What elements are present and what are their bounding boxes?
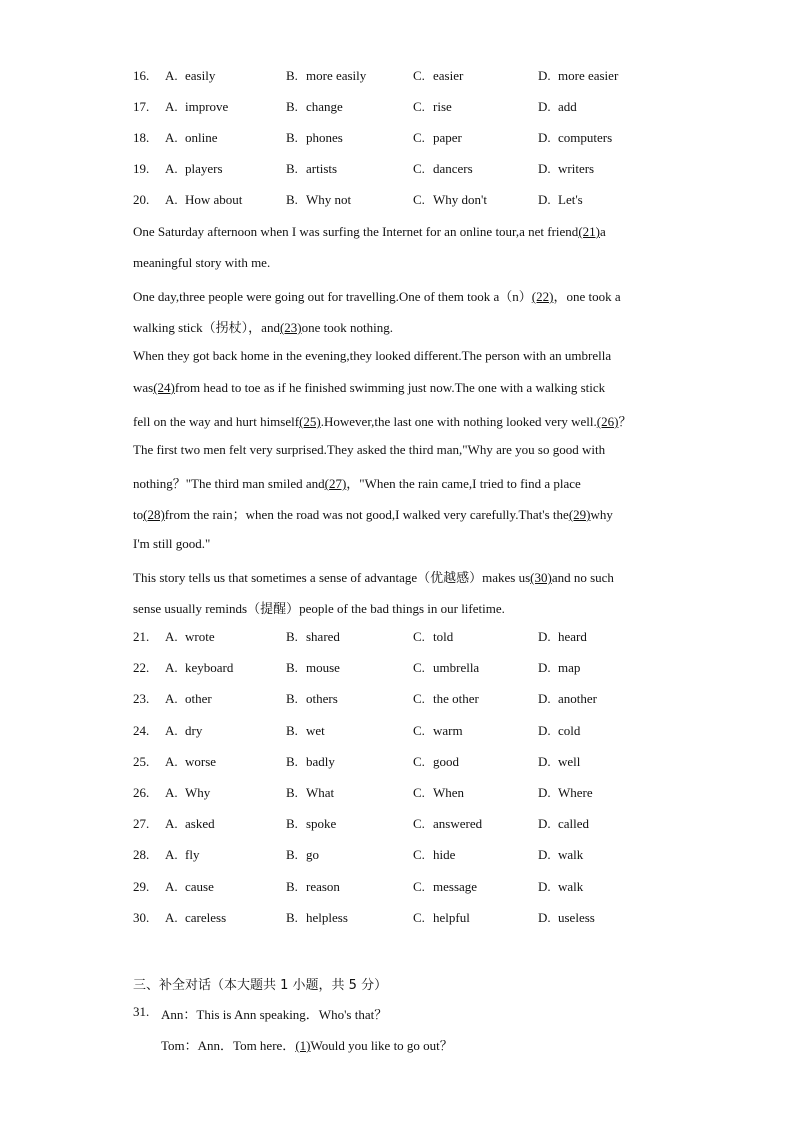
option-text: careless (185, 909, 227, 925)
option-letter: D. (538, 722, 551, 738)
option-text: umbrella (433, 660, 480, 676)
passage-text: .However,the last one with nothing looked very well. (320, 414, 597, 429)
option-letter: A. (165, 816, 178, 832)
question-row (133, 910, 753, 930)
option-text: Let's (558, 192, 583, 207)
option-letter: C. (413, 99, 425, 114)
option-letter: C. (413, 722, 425, 738)
option-letter: A. (165, 68, 178, 83)
option-letter: C. (413, 192, 425, 207)
question-row (133, 192, 753, 212)
option-text: well (558, 753, 581, 769)
option-c (413, 847, 455, 863)
question-number: 25. (133, 753, 150, 769)
option-text: message (433, 878, 478, 894)
option-text: fly (185, 847, 200, 863)
passage-text: fell on the way and hurt himself (133, 414, 300, 429)
question-number: 23. (133, 691, 150, 707)
option-text: phones (306, 130, 343, 145)
question-row (133, 161, 753, 181)
blank-22: (22) (531, 289, 554, 304)
passage-line-7 (133, 411, 673, 430)
passage-text: from the rain；when the road was not good,I walked very carefully.That's the (164, 507, 569, 522)
option-letter: A. (165, 722, 178, 738)
blank-dialogue-1: (1) (295, 1038, 311, 1053)
passage-line-10 (133, 504, 673, 523)
section-heading: 三、补全对话（本大题共 1 小题，共 5 分） (133, 978, 388, 993)
option-letter: D. (538, 68, 551, 83)
option-c (413, 660, 479, 676)
option-d (538, 910, 595, 926)
option-letter: D. (538, 629, 551, 644)
option-letter: B. (286, 722, 298, 738)
passage-text: walking stick（拐杖），and (133, 320, 280, 335)
option-text: heard (558, 629, 587, 644)
option-letter: D. (538, 660, 551, 676)
option-b (286, 192, 351, 208)
question-row (133, 99, 753, 119)
option-c (413, 130, 462, 146)
question-number: 20. (133, 192, 150, 207)
option-text: What (306, 785, 335, 800)
question-row (133, 660, 753, 680)
option-text: paper (433, 130, 462, 145)
option-d (538, 99, 577, 115)
option-text: the other (433, 691, 479, 707)
option-text: Why don't (433, 192, 487, 207)
option-c (413, 68, 463, 84)
option-b (286, 754, 335, 770)
option-d (538, 754, 580, 770)
option-letter: C. (413, 691, 425, 707)
option-text: easier (433, 68, 464, 83)
option-d (538, 660, 580, 676)
option-letter: B. (286, 691, 298, 707)
blank-30: (30) (530, 570, 552, 585)
option-b (286, 723, 325, 739)
blank-24: (24) (153, 380, 175, 395)
option-c (413, 629, 453, 645)
option-text: spoke (306, 816, 337, 832)
passage-text: and no such (551, 570, 614, 585)
option-text: good (433, 753, 459, 769)
option-c (413, 879, 477, 895)
option-letter: D. (538, 753, 551, 769)
option-text: reason (306, 878, 340, 894)
question-number: 30. (133, 909, 150, 925)
option-letter: C. (413, 909, 425, 925)
passage-text: meaningful story with me. (133, 255, 271, 270)
passage-text: When they got back home in the evening,they looked different.The person with an umbrella (133, 348, 612, 363)
option-letter: D. (538, 816, 551, 832)
question-row (133, 629, 753, 649)
option-text: told (433, 629, 454, 644)
option-text: add (558, 99, 577, 114)
option-letter: A. (165, 909, 178, 925)
option-d (538, 816, 589, 832)
option-letter: A. (165, 847, 178, 863)
option-text: useless (558, 909, 595, 925)
option-letter: C. (413, 785, 425, 800)
option-b (286, 629, 340, 645)
option-d (538, 723, 580, 739)
option-c (413, 723, 463, 739)
question-number: 28. (133, 847, 150, 863)
passage-text: ，"When the rain came,I tried to find a place (346, 476, 581, 491)
option-a (165, 130, 218, 146)
option-b (286, 785, 334, 801)
option-letter: D. (538, 847, 551, 863)
option-a (165, 629, 215, 645)
option-text: cause (185, 878, 214, 894)
option-letter: B. (286, 878, 298, 894)
question-number: 17. (133, 99, 150, 114)
question-number: 19. (133, 161, 150, 176)
option-letter: A. (165, 629, 178, 644)
option-b (286, 99, 343, 115)
option-letter: D. (538, 909, 551, 925)
option-b (286, 910, 348, 926)
passage-line-9 (133, 473, 673, 492)
option-text: players (185, 161, 223, 176)
option-letter: B. (286, 130, 298, 145)
passage-text: One Saturday afternoon when I was surfing the Internet for an online tour,a net friend (133, 224, 579, 239)
option-text: Why not (306, 192, 352, 207)
passage-line-4 (133, 317, 673, 336)
passage-text: One day,three people were going out for travelling.One of them took a（n） (133, 289, 532, 304)
question-number: 24. (133, 722, 150, 738)
option-letter: C. (413, 629, 425, 644)
passage-text: nothing？"The third man smiled and (133, 476, 325, 491)
passage-text: was (133, 380, 154, 395)
option-text: walk (558, 878, 584, 894)
option-a (165, 192, 242, 208)
passage-text: sense usually reminds（提醒）people of the bad things in our lifetime. (133, 601, 505, 616)
option-letter: A. (165, 192, 178, 207)
question-number: 31. (133, 1004, 150, 1019)
option-letter: C. (413, 753, 425, 769)
passage-text: ？ (618, 414, 632, 429)
option-d (538, 691, 597, 707)
dialogue-text: Tom：Ann．Tom here． (161, 1038, 296, 1053)
option-letter: B. (286, 68, 298, 83)
option-letter: B. (286, 192, 298, 207)
question-row (133, 847, 753, 867)
option-letter: B. (286, 816, 298, 832)
passage-line-12 (133, 567, 673, 586)
option-b (286, 879, 340, 895)
option-text: more easily (306, 68, 367, 83)
option-text: warm (433, 722, 463, 738)
option-text: shared (306, 629, 340, 644)
option-a (165, 723, 202, 739)
option-letter: B. (286, 660, 298, 676)
option-c (413, 816, 482, 832)
passage-line-2 (133, 255, 673, 271)
passage-line-1 (133, 224, 673, 240)
passage-line-8 (133, 442, 673, 458)
blank-23: (23) (279, 320, 302, 335)
option-text: Why (185, 785, 211, 800)
option-c (413, 161, 473, 177)
option-b (286, 161, 337, 177)
option-letter: D. (538, 192, 551, 207)
option-letter: D. (538, 878, 551, 894)
passage-text: from head to toe as if he finished swimming just now.The one with a walking stick (174, 380, 606, 395)
option-d (538, 879, 583, 895)
option-text: writers (558, 161, 595, 176)
option-a (165, 816, 215, 832)
option-letter: A. (165, 785, 178, 800)
option-text: online (185, 130, 218, 145)
option-text: cold (558, 722, 581, 738)
option-d (538, 192, 583, 208)
option-text: dry (185, 722, 203, 738)
option-text: computers (558, 130, 613, 145)
option-c (413, 785, 464, 801)
passage-line-13 (133, 598, 673, 617)
option-d (538, 847, 583, 863)
question-number: 29. (133, 878, 150, 894)
passage-text: one took nothing. (301, 320, 393, 335)
option-text: rise (433, 99, 452, 114)
option-letter: D. (538, 99, 551, 114)
option-d (538, 68, 618, 84)
dialogue-line-tom (161, 1035, 701, 1054)
option-a (165, 68, 215, 84)
question-number: 21. (133, 629, 150, 644)
question-row (133, 816, 753, 836)
option-letter: D. (538, 130, 551, 145)
blank-27: (27) (324, 476, 347, 491)
option-letter: D. (538, 691, 551, 707)
option-letter: A. (165, 878, 178, 894)
option-letter: A. (165, 99, 178, 114)
option-letter: A. (165, 691, 178, 707)
dialogue-text: Would you like to go out？ (310, 1038, 453, 1053)
option-text: hide (433, 847, 456, 863)
option-a (165, 785, 210, 801)
option-letter: B. (286, 847, 298, 863)
option-text: go (306, 847, 319, 863)
option-letter: C. (413, 68, 425, 83)
option-a (165, 754, 216, 770)
option-text: another (558, 691, 597, 707)
option-text: improve (185, 99, 229, 114)
question-row (133, 754, 753, 774)
option-text: answered (433, 816, 483, 832)
option-text: easily (185, 68, 216, 83)
option-text: mouse (306, 660, 340, 676)
dialogue-line-ann (133, 1004, 673, 1020)
question-number: 16. (133, 68, 150, 83)
option-c (413, 910, 470, 926)
option-c (413, 691, 479, 707)
option-d (538, 161, 594, 177)
passage-text: a (599, 224, 606, 239)
option-letter: C. (413, 130, 425, 145)
option-text: keyboard (185, 660, 234, 676)
option-letter: B. (286, 629, 298, 644)
option-letter: A. (165, 660, 178, 676)
option-b (286, 691, 338, 707)
question-row (133, 68, 753, 88)
option-letter: C. (413, 847, 425, 863)
option-text: worse (185, 753, 217, 769)
question-number: 22. (133, 660, 150, 676)
option-b (286, 816, 336, 832)
passage-line-5 (133, 348, 673, 364)
option-text: wet (306, 722, 325, 738)
option-a (165, 99, 228, 115)
option-text: How about (185, 192, 243, 207)
passage-text: ，one took a (553, 289, 621, 304)
question-row (133, 723, 753, 743)
passage-text: This story tells us that sometimes a sense of advantage（优越感）makes us (133, 570, 531, 585)
option-letter: A. (165, 161, 178, 176)
blank-28: (28) (143, 507, 165, 522)
option-text: artists (306, 161, 338, 176)
option-letter: B. (286, 785, 298, 800)
option-a (165, 161, 223, 177)
option-letter: C. (413, 660, 425, 676)
blank-29: (29) (568, 507, 591, 522)
dialogue-text: Ann：This is Ann speaking．Who's that？ (161, 1007, 388, 1022)
option-text: wrote (185, 629, 215, 644)
option-b (286, 660, 340, 676)
option-text: other (185, 691, 212, 707)
option-c (413, 192, 487, 208)
option-text: called (558, 816, 590, 832)
option-b (286, 68, 366, 84)
question-row (133, 785, 753, 805)
option-a (165, 691, 212, 707)
option-letter: A. (165, 753, 178, 769)
question-number: 18. (133, 130, 150, 145)
question-row (133, 691, 753, 711)
blank-25: (25) (299, 414, 321, 429)
option-letter: D. (538, 161, 551, 176)
question-number: 27. (133, 816, 150, 832)
option-text: others (306, 691, 338, 707)
option-text: walk (558, 847, 584, 863)
option-text: helpless (306, 909, 348, 925)
option-text: more easier (558, 68, 619, 83)
option-a (165, 910, 226, 926)
option-b (286, 130, 343, 146)
option-c (413, 754, 459, 770)
option-letter: B. (286, 99, 298, 114)
option-text: asked (185, 816, 215, 832)
option-text: Where (558, 785, 593, 800)
option-c (413, 99, 452, 115)
option-b (286, 847, 319, 863)
option-letter: D. (538, 785, 551, 800)
passage-text: The first two men felt very surprised.They asked the third man,"Why are you so good with (133, 442, 606, 457)
option-text: helpful (433, 909, 470, 925)
passage-line-3 (133, 286, 673, 305)
option-letter: B. (286, 753, 298, 769)
option-a (165, 660, 233, 676)
option-letter: C. (413, 161, 425, 176)
passage-line-6 (133, 380, 673, 396)
option-d (538, 130, 612, 146)
option-d (538, 629, 587, 645)
option-d (538, 785, 593, 801)
question-number: 26. (133, 785, 150, 800)
passage-text: I'm still good." (133, 536, 211, 551)
passage-text: to (133, 507, 144, 522)
option-a (165, 847, 199, 863)
option-text: When (433, 785, 465, 800)
option-text: badly (306, 753, 335, 769)
question-row (133, 130, 753, 150)
blank-21: (21) (578, 224, 600, 239)
option-text: map (558, 660, 581, 676)
blank-26: (26) (596, 414, 619, 429)
option-a (165, 879, 214, 895)
option-letter: B. (286, 161, 298, 176)
question-row (133, 879, 753, 899)
passage-line-11 (133, 536, 673, 552)
option-letter: C. (413, 816, 425, 832)
option-letter: B. (286, 909, 298, 925)
passage-text: why (590, 507, 613, 522)
option-text: dancers (433, 161, 473, 176)
option-letter: A. (165, 130, 178, 145)
option-text: change (306, 99, 343, 114)
option-letter: C. (413, 878, 425, 894)
